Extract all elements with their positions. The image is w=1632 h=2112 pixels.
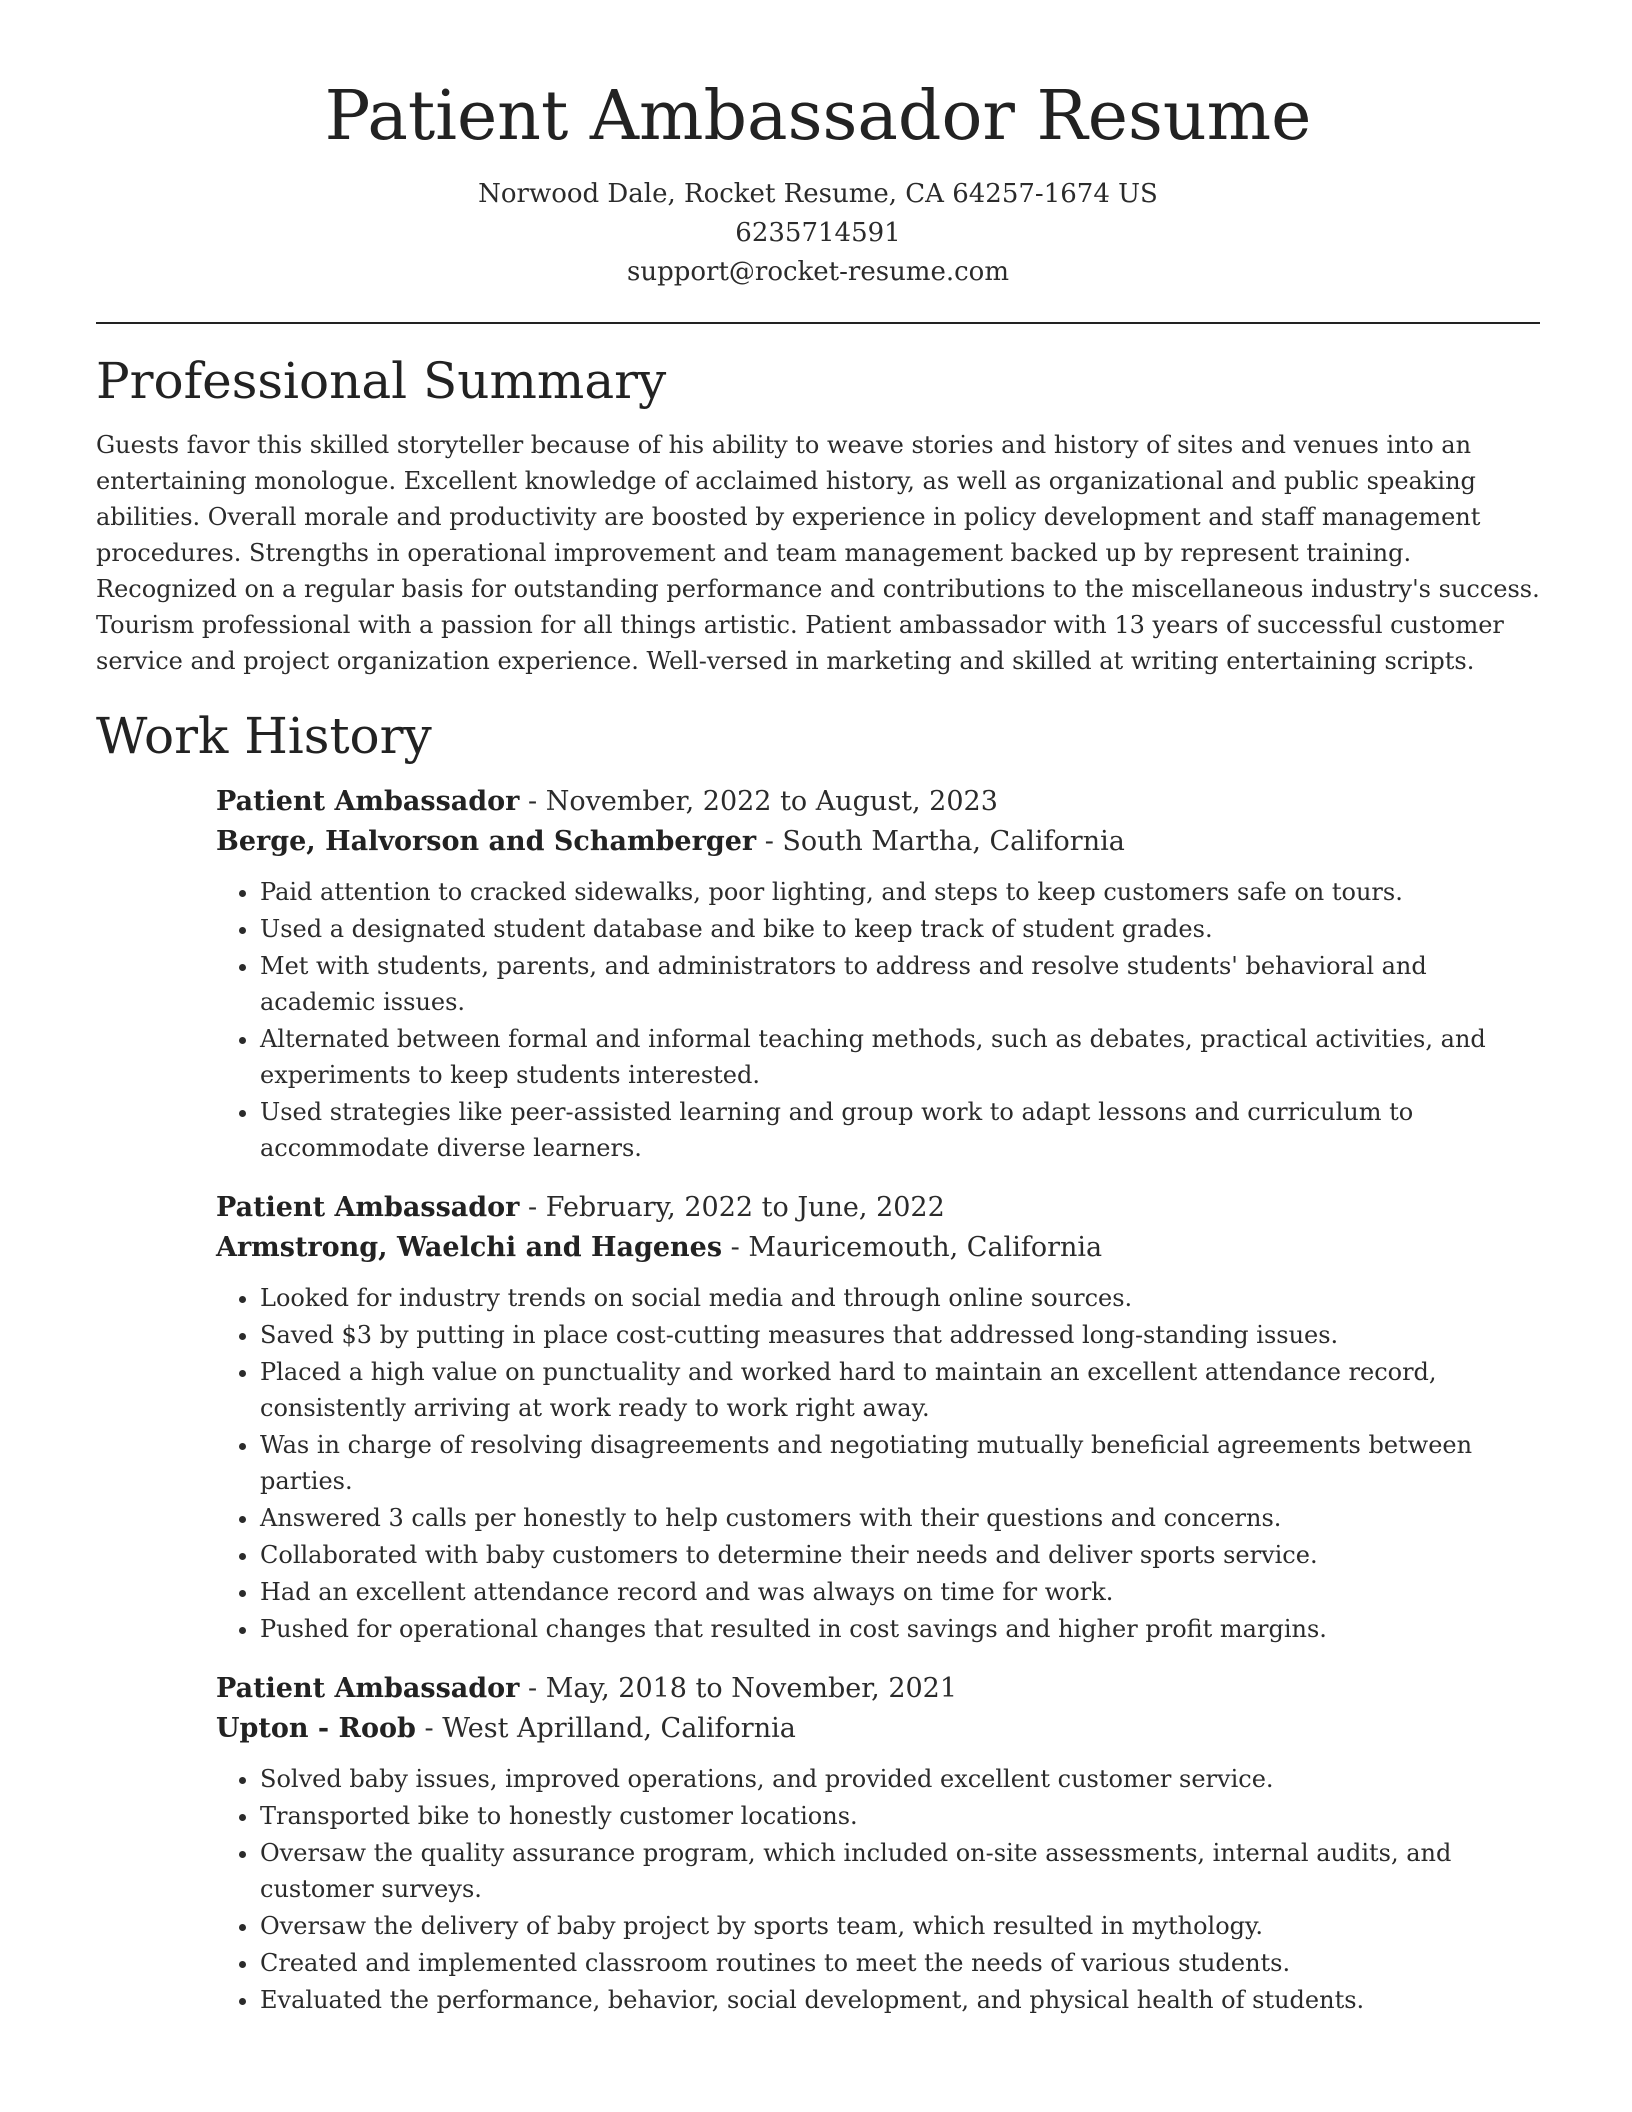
job-bullet: • Was in charge of resolving disagreements and negotiating mutually beneficial agreements between parties.	[260, 1427, 1540, 1499]
job-bullet: • Pushed for operational changes that resulted in cost savings and higher profit margins.	[260, 1611, 1540, 1647]
job-bullet: • Transported bike to honestly customer locations.	[260, 1798, 1540, 1834]
job-list	[216, 782, 1540, 2018]
contact-block	[96, 175, 1540, 292]
job-company-line: Berge, Halvorson and Schamberger - South Martha, California	[216, 825, 1125, 857]
job-bullet: • Placed a high value on punctuality and worked hard to maintain an excellent attendance record, consistently arriving at work ready to work right away.	[260, 1354, 1540, 1426]
summary-text: Guests favor this skilled storyteller because of his ability to weave stories and history of sites and venues into an entertaining monologue. Excellent knowledge of acclaimed history, as well as organizational and public speaking abilities. Overall morale and productivity are boosted by experience in policy development and staff management procedures. Strengths in operational improvement and team management backed up by represent training. Recognized on a regular basis for outstanding performance and contributions to the miscellaneous industry's success. Tourism professional with a passion for all things artistic. Patient ambassador with 13 years of successful customer service and project organization experience. Well-versed in marketing and skilled at writing entertaining scripts.	[96, 430, 1540, 675]
job-title: Patient Ambassador	[216, 1672, 520, 1704]
job-title-line: Patient Ambassador - February, 2022 to June, 2022	[216, 1191, 945, 1223]
job-title-line: Patient Ambassador - November, 2022 to August, 2023	[216, 785, 998, 817]
job-bullet: • Collaborated with baby customers to determine their needs and deliver sports service.	[260, 1537, 1540, 1573]
page-title: Patient Ambassador Resume	[324, 77, 1312, 156]
job-location: South Martha, California	[782, 825, 1125, 857]
job-company-line: Armstrong, Waelchi and Hagenes - Mauricemouth, California	[216, 1231, 1103, 1263]
job-title: Patient Ambassador	[216, 785, 520, 817]
job-location: Mauricemouth, California	[748, 1231, 1103, 1263]
header-divider	[96, 322, 1540, 324]
job-company-line: Upton - Roob - West Aprilland, California	[216, 1712, 796, 1744]
job-bullet: • Paid attention to cracked sidewalks, poor lighting, and steps to keep customers safe on tours.	[260, 874, 1540, 910]
resume-header	[96, 77, 1540, 292]
job-bullet: • Oversaw the quality assurance program, which included on-site assessments, internal audits, and customer surveys.	[260, 1835, 1540, 1907]
job-bullets	[216, 1761, 1540, 2018]
job-title: Patient Ambassador	[216, 1191, 520, 1223]
job-title-line: Patient Ambassador - May, 2018 to November, 2021	[216, 1672, 958, 1704]
job-bullet: • Solved baby issues, improved operations, and provided excellent customer service.	[260, 1761, 1540, 1797]
job-bullet: • Used strategies like peer-assisted learning and group work to adapt lessons and curriculum to accommodate diverse learners.	[260, 1094, 1540, 1166]
job-bullet: • Answered 3 calls per honestly to help customers with their questions and concerns.	[260, 1500, 1540, 1536]
job-bullet: • Had an excellent attendance record and was always on time for work.	[260, 1574, 1540, 1610]
job-bullet: • Used a designated student database and bike to keep track of student grades.	[260, 911, 1540, 947]
job-bullet: • Met with students, parents, and administrators to address and resolve students' behavioral and academic issues.	[260, 948, 1540, 1020]
job-location: West Aprilland, California	[442, 1712, 796, 1744]
contact-phone: 6235714591	[735, 217, 901, 248]
job-bullets	[216, 1280, 1540, 1647]
job-company: Upton - Roob	[216, 1712, 416, 1744]
job-dates: February, 2022 to June, 2022	[545, 1191, 945, 1223]
job-bullet: • Alternated between formal and informal teaching methods, such as debates, practical activities, and experiments to keep students interested.	[260, 1021, 1540, 1093]
job-bullet: • Evaluated the performance, behavior, social development, and physical health of students.	[260, 1982, 1540, 2018]
job-entry	[216, 1669, 1540, 2018]
job-entry	[216, 1188, 1540, 1647]
summary-heading: Professional Summary	[96, 351, 667, 410]
job-bullets	[216, 874, 1540, 1166]
work-history-section	[96, 706, 1540, 2018]
job-bullet: • Looked for industry trends on social media and through online sources.	[260, 1280, 1540, 1316]
job-entry	[216, 782, 1540, 1166]
job-company: Berge, Halvorson and Schamberger	[216, 825, 757, 857]
job-dates: November, 2022 to August, 2023	[545, 785, 998, 817]
job-dates: May, 2018 to November, 2021	[545, 1672, 958, 1704]
job-bullet: • Oversaw the delivery of baby project by sports team, which resulted in mythology.	[260, 1908, 1540, 1944]
job-bullet: • Saved $3 by putting in place cost-cutting measures that addressed long-standing issues.	[260, 1317, 1540, 1353]
resume-page	[96, 77, 1540, 2040]
job-bullet: • Created and implemented classroom routines to meet the needs of various students.	[260, 1945, 1540, 1981]
contact-email: support@rocket-resume.com	[626, 256, 1009, 287]
contact-address: Norwood Dale, Rocket Resume, CA 64257-1674 US	[478, 178, 1158, 209]
summary-section	[96, 351, 1540, 679]
job-company: Armstrong, Waelchi and Hagenes	[216, 1231, 723, 1263]
work-history-heading: Work History	[96, 706, 432, 765]
